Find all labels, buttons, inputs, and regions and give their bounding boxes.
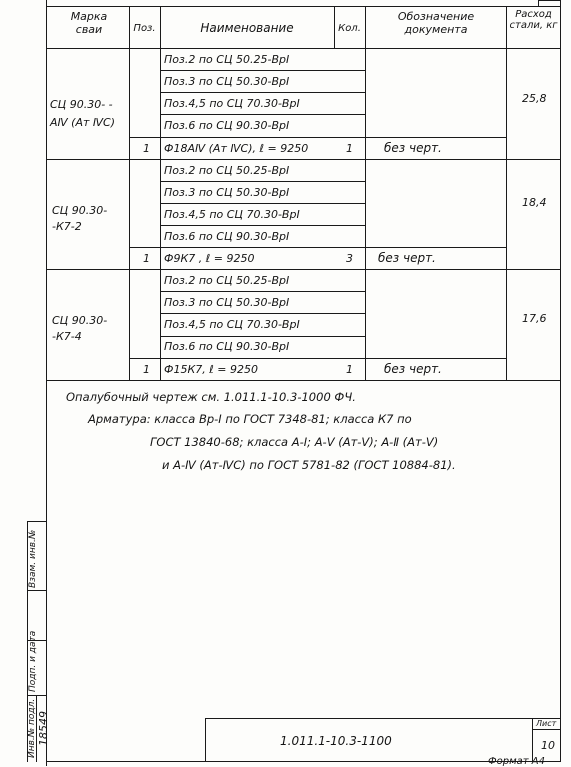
- frame-right-line: [560, 0, 561, 762]
- col-line: [506, 6, 507, 380]
- group-mark: СЦ 90.30- -К7-2: [52, 204, 108, 233]
- row-line: [160, 181, 365, 182]
- row-line: [160, 70, 365, 71]
- table-top: [46, 6, 561, 7]
- row-pos: 1: [143, 142, 150, 155]
- row-name: Поз.4,5 по СЦ 70.30-ВрⅠ: [164, 318, 300, 331]
- row-name: Поз.2 по СЦ 50.25-ВрⅠ: [164, 164, 290, 177]
- row-name: Поз.6 по СЦ 90.30-ВрⅠ: [164, 119, 290, 132]
- row-line: [160, 203, 365, 204]
- row-line: [160, 225, 365, 226]
- title-block-sheet-div: [532, 729, 561, 730]
- row-name: Поз.3 по СЦ 50.30-ВрⅠ: [164, 75, 290, 88]
- col-line: [365, 6, 366, 380]
- row-name: Поз.3 по СЦ 50.30-ВрⅠ: [164, 186, 290, 199]
- pos-row-line: [129, 358, 160, 359]
- row-qty: 1: [346, 363, 353, 376]
- row-doc: без черт.: [378, 251, 436, 265]
- pos-row-line: [129, 247, 160, 248]
- note-line-4: и А-Ⅳ (Аᴛ-ⅣС) по ГОСТ 5781-82 (ГОСТ 10884-81).: [162, 458, 456, 472]
- row-line: [160, 313, 365, 314]
- frame-top-tick: [538, 0, 560, 1]
- inv-value: 18549: [37, 711, 50, 746]
- header-mark: Марка сваи: [70, 10, 108, 36]
- group-line: [46, 269, 561, 270]
- note-line-3: ГОСТ 13840-68; класса А-Ⅰ; А-Ⅴ (Аᴛ-Ⅴ); А-Ⅱ (Аᴛ-Ⅴ): [150, 435, 439, 449]
- group-mark: СЦ 90.30- -К7-4: [52, 314, 108, 343]
- group-steel: 25,8: [522, 92, 547, 105]
- format-label: Формат А4: [488, 756, 545, 767]
- header-doc: Обозначение документа: [397, 10, 475, 36]
- row-line: [160, 336, 365, 337]
- inv-label: Инв.№ подл.: [27, 698, 37, 758]
- pos-row-line: [365, 358, 506, 359]
- table-bottom: [46, 380, 561, 381]
- header-steel: Расход стали, кг: [509, 9, 558, 31]
- group-steel: 18,4: [522, 196, 547, 209]
- row-line: [160, 137, 365, 138]
- pos-row-line: [365, 247, 506, 248]
- row-name: Поз.4,5 по СЦ 70.30-ВрⅠ: [164, 208, 300, 221]
- group-line: [46, 159, 561, 160]
- row-name: Поз.6 по СЦ 90.30-ВрⅠ: [164, 340, 290, 353]
- row-line: [160, 358, 365, 359]
- row-name: Ф18АⅣ (Аᴛ ⅣС), ℓ = 9250: [164, 142, 309, 155]
- frame-left-line: [46, 0, 47, 766]
- side-stamp-div-3: [27, 695, 47, 696]
- row-pos: 1: [143, 363, 150, 376]
- row-name: Поз.6 по СЦ 90.30-ВрⅠ: [164, 230, 290, 243]
- title-block-top: [205, 718, 561, 719]
- sheet-number: 10: [541, 739, 555, 752]
- header-name: Наименование: [200, 21, 294, 35]
- row-pos: 1: [143, 252, 150, 265]
- row-name: Ф9К7 , ℓ = 9250: [164, 252, 255, 265]
- header-qty: Кол.: [338, 23, 361, 34]
- header-bottom: [46, 48, 561, 49]
- row-qty: 3: [346, 252, 353, 265]
- note-line-2: Арматура: класса Вр-Ⅰ по ГОСТ 7348-81; класса К7 по: [88, 412, 412, 426]
- pos-row-line: [129, 137, 160, 138]
- row-doc: без черт.: [384, 141, 442, 155]
- frame-bottom-line: [46, 761, 561, 762]
- row-name: Поз.2 по СЦ 50.25-ВрⅠ: [164, 274, 290, 287]
- pos-row-line: [365, 137, 506, 138]
- repl-label: Взам. инв.№: [28, 529, 38, 588]
- group-mark: СЦ 90.30- - АⅣ (Аᴛ ⅣС): [50, 98, 116, 129]
- col-line: [129, 6, 130, 380]
- sheet-label: Лист: [536, 719, 557, 728]
- row-line: [160, 247, 365, 248]
- sign-label: Подп. и дата: [28, 630, 38, 692]
- col-line: [160, 6, 161, 380]
- row-name: Поз.3 по СЦ 50.30-ВрⅠ: [164, 296, 290, 309]
- row-qty: 1: [346, 142, 353, 155]
- group-steel: 17,6: [522, 312, 547, 325]
- header-pos: Поз.: [133, 23, 156, 34]
- row-doc: без черт.: [384, 362, 442, 376]
- row-name: Ф15К7, ℓ = 9250: [164, 363, 259, 376]
- title-block-left: [205, 718, 206, 762]
- row-name: Поз.2 по СЦ 50.25-ВрⅠ: [164, 53, 290, 66]
- row-line: [160, 291, 365, 292]
- row-line: [160, 114, 365, 115]
- side-stamp-top: [27, 521, 47, 522]
- designation: 1.011.1-10.3-1100: [280, 734, 392, 748]
- note-line-1: Опалубочный чертеж см. 1.011.1-10.3-1000 ФЧ.: [66, 390, 356, 404]
- row-name: Поз.4,5 по СЦ 70.30-ВрⅠ: [164, 97, 300, 110]
- side-stamp-div-1: [27, 590, 47, 591]
- row-line: [160, 92, 365, 93]
